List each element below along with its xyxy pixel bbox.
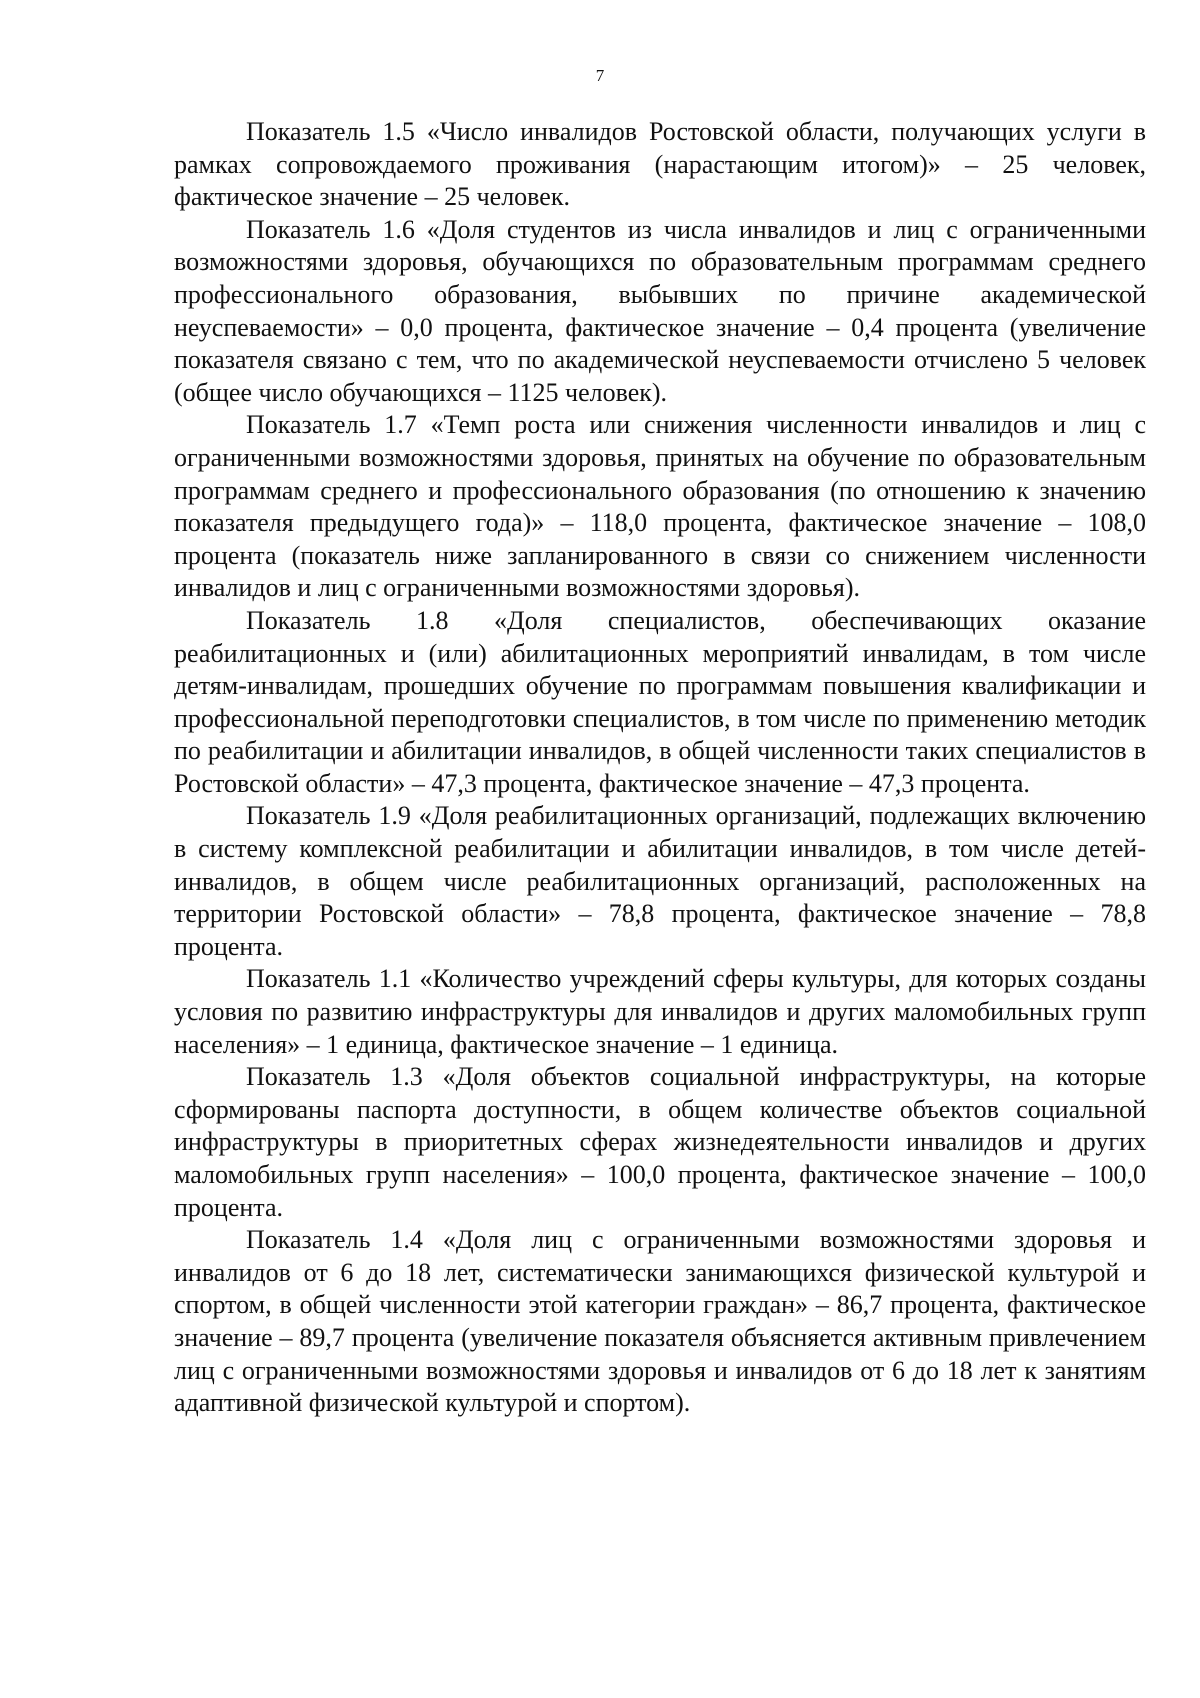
paragraph-indicator-1-3: Показатель 1.3 «Доля объектов социальной инфраструктуры, на которые сформированы паспорта доступности, в общем количестве объектов социальной инфраструктуры в приоритетных сферах жизнедеятельности инвалидов и других маломобильных групп населения» – 100,0 процента, фактическое значение – 100,0 процента.: [174, 1062, 1146, 1222]
paragraph-indicator-1-4: Показатель 1.4 «Доля лиц с ограниченными возможностями здоровья и инвалидов от 6 до 18 лет, систематически занимающихся физической культурой и спортом, в общей численности этой категории граждан» – 86,7 процента, фактическое значение – 89,7 процента (увеличение показателя объясняется активным привлечением лиц с ограниченными возможностями здоровья и инвалидов от 6 до 18 лет к занятиям адаптивной физической культурой и спортом).: [174, 1225, 1146, 1418]
paragraph-indicator-1-8: Показатель 1.8 «Доля специалистов, обеспечивающих оказание реабилитационных и (или) абилитационных мероприятий инвалидам, в том числе детям-инвалидам, прошедших обучение по программам повышения квалификации и профессиональной переподготовки специалистов, в том числе по применению методик по реабилитации и абилитации инвалидов, в общей численности таких специалистов в Ростовской области» – 47,3 процента, фактическое значение – 47,3 процента.: [174, 605, 1146, 798]
paragraph-indicator-1-6: Показатель 1.6 «Доля студентов из числа инвалидов и лиц с ограниченными возможностями здоровья, обучающихся по образовательным программам среднего профессионального образования, выбывших по причине академической неуспеваемости» – 0,0 процента, фактическое значение – 0,4 процента (увеличение показателя связано с тем, что по академической неуспеваемости отчислено 5 человек (общее число обучающихся – 1125 человек).: [174, 214, 1146, 407]
paragraph-indicator-1-7: Показатель 1.7 «Темп роста или снижения численности инвалидов и лиц с ограниченными возможностями здоровья, принятых на обучение по образовательным программам среднего и профессионального образования (по отношению к значению показателя предыдущего года)» – 118,0 процента, фактическое значение – 108,0 процента (показатель ниже запланированного в связи со снижением численности инвалидов и лиц с ограниченными возможностями здоровья).: [174, 410, 1146, 603]
paragraph-indicator-1-1: Показатель 1.1 «Количество учреждений сферы культуры, для которых созданы условия по развитию инфраструктуры для инвалидов и других маломобильных групп населения» – 1 единица, фактическое значение – 1 единица.: [174, 964, 1146, 1059]
document-body: [174, 116, 1146, 1420]
paragraph-indicator-1-5: Показатель 1.5 «Число инвалидов Ростовской области, получающих услуги в рамках сопровождаемого проживания (нарастающим итогом)» – 25 человек, фактическое значение – 25 человек.: [174, 117, 1146, 212]
paragraph-indicator-1-9: Показатель 1.9 «Доля реабилитационных организаций, подлежащих включению в систему комплексной реабилитации и абилитации инвалидов, в том числе детей-инвалидов, в общем числе реабилитационных организаций, расположенных на территории Ростовской области» – 78,8 процента, фактическое значение – 78,8 процента.: [174, 801, 1146, 961]
page-number: 7: [595, 66, 605, 85]
